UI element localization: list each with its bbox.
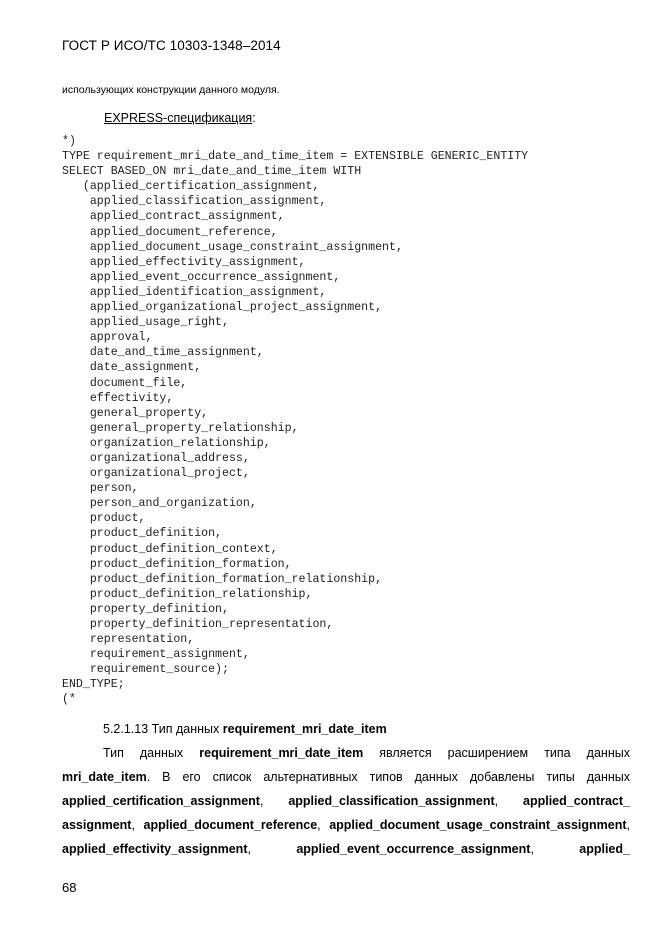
type-name: applied_document_reference (143, 818, 318, 832)
type-name: applied_classification_assignment (288, 794, 495, 808)
paragraph-line-2 (62, 765, 630, 789)
code-line: END_TYPE; (62, 678, 125, 692)
code-line: product_definition_relationship, (62, 587, 313, 601)
section-heading (103, 722, 387, 736)
express-code-block (62, 134, 528, 708)
code-line: applied_organizational_project_assignment, (62, 301, 383, 315)
paragraph-line-4 (62, 813, 630, 837)
separator: , (530, 842, 534, 856)
code-line: applied_effectivity_assignment, (62, 255, 306, 269)
separator: , (626, 818, 630, 832)
code-line: requirement_source); (62, 663, 229, 677)
paragraph-line-1 (62, 741, 630, 765)
express-spec-title: EXPRESS-спецификация (104, 111, 253, 125)
separator: , (494, 794, 499, 808)
code-line: (* (62, 693, 76, 707)
text-run: Тип данных (103, 746, 184, 760)
express-spec-label (104, 111, 256, 125)
code-line: applied_contract_assignment, (62, 210, 285, 224)
code-line: applied_classification_assignment, (62, 195, 327, 209)
section-label: Тип данных (151, 722, 220, 736)
code-line: organizational_address, (62, 451, 250, 465)
code-line: *) (62, 135, 76, 148)
code-line: date_and_time_assignment, (62, 346, 264, 360)
type-name: applied_contract_ (523, 794, 630, 808)
separator: , (247, 842, 251, 856)
code-line: product_definition, (62, 527, 223, 541)
code-line: applied_usage_right, (62, 316, 229, 330)
code-line: person, (62, 482, 139, 496)
code-line: person_and_organization, (62, 497, 257, 511)
type-name: assignment (62, 818, 132, 832)
description-paragraph (62, 741, 630, 861)
code-line: organizational_project, (62, 467, 250, 481)
type-name: requirement_mri_date_item (199, 746, 364, 760)
code-line: date_assignment, (62, 361, 202, 375)
paragraph-line-3 (62, 789, 630, 813)
code-line: property_definition_representation, (62, 618, 334, 631)
type-name: applied_effectivity_assignment (62, 842, 248, 856)
code-line: product, (62, 512, 146, 526)
text-run: является расширением типа данных (379, 746, 630, 760)
code-line: document_file, (62, 376, 188, 390)
separator: , (317, 818, 321, 832)
code-line: property_definition, (62, 602, 229, 616)
type-name: applied_document_usage_constraint_assignment (329, 818, 627, 832)
code-line: applied_document_usage_constraint_assignment, (62, 240, 403, 254)
section-type-name: requirement_mri_date_item (222, 722, 387, 736)
code-line: applied_document_reference, (62, 225, 278, 239)
page-number: 68 (62, 880, 77, 895)
code-line: general_property, (62, 406, 209, 420)
document-header: ГОСТ Р ИСО/ТС 10303-1348–2014 (62, 38, 281, 53)
code-line: representation, (62, 633, 195, 647)
type-name: applied_ (579, 842, 630, 856)
code-line: product_definition_context, (62, 542, 278, 556)
separator: , (131, 818, 135, 832)
code-line: requirement_assignment, (62, 648, 250, 662)
code-line: effectivity, (62, 391, 174, 405)
code-line: product_definition_formation_relationship, (62, 572, 383, 586)
code-line: approval, (62, 331, 153, 345)
code-line: applied_identification_assignment, (62, 285, 327, 299)
intro-text: использующих конструкции данного модуля. (62, 84, 280, 96)
code-line: (applied_certification_assignment, (62, 180, 320, 194)
express-spec-colon: : (252, 111, 256, 125)
type-name: applied_certification_assignment (62, 794, 260, 808)
separator: , (259, 794, 264, 808)
type-name: mri_date_item (62, 770, 147, 784)
paragraph-line-5 (62, 837, 630, 861)
code-line: product_definition_formation, (62, 557, 292, 571)
code-line: organization_relationship, (62, 436, 271, 450)
section-number: 5.2.1.13 (103, 722, 149, 736)
type-name: applied_event_occurrence_assignment (296, 842, 531, 856)
code-line: SELECT BASED_ON mri_date_and_time_item WITH (62, 165, 362, 179)
text-run: . В его список альтернативных типов данных добавлены типы данных (146, 770, 630, 784)
code-line: TYPE requirement_mri_date_and_time_item = EXTENSIBLE GENERIC_ENTITY (62, 150, 529, 164)
code-line: general_property_relationship, (62, 421, 299, 435)
code-line: applied_event_occurrence_assignment, (62, 270, 341, 284)
